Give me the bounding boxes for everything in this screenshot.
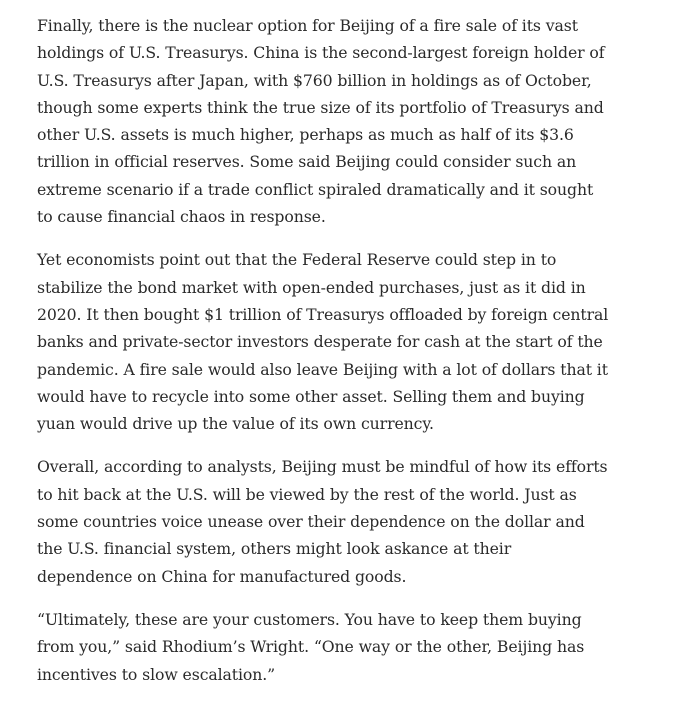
text-line: would have to recycle into some other asset. Selling them and buying [37,386,585,406]
text-line: “Ultimately, these are your customers. You have to keep them buying [37,609,582,629]
text-line: pandemic. A fire sale would also leave Beijing with a lot of dollars that it [37,359,608,379]
text-line: holdings of U.S. Treasurys. China is the second-largest foreign holder of [37,43,605,63]
paragraph-analysts [37,453,637,589]
text-line: banks and private-sector investors desperate for cash at the start of the [37,332,603,352]
text-line: to cause financial chaos in response. [37,207,326,227]
text-line: incentives to slow escalation.” [37,664,276,684]
text-line: other U.S. assets is much higher, perhaps as much as half of its $3.6 [37,125,574,145]
article-body [37,12,637,704]
text-line: dependence on China for manufactured goods. [37,566,407,586]
text-line: extreme scenario if a trade conflict spiraled dramatically and it sought [37,179,594,199]
text-line: from you,” said Rhodium’s Wright. “One way or the other, Beijing has [37,637,585,657]
text-line: trillion in official reserves. Some said Beijing could consider such an [37,152,577,172]
text-line: 2020. It then bought $1 trillion of Treasurys offloaded by foreign central [37,304,609,324]
text-line: Overall, according to analysts, Beijing must be mindful of how its efforts [37,457,608,477]
paragraph-fire-sale [37,12,637,230]
text-line: stabilize the bond market with open-ended purchases, just as it did in [37,277,586,297]
paragraph-quote [37,606,637,688]
text-line: U.S. Treasurys after Japan, with $760 billion in holdings as of October, [37,70,592,90]
text-line: some countries voice unease over their dependence on the dollar and [37,512,585,532]
text-line: to hit back at the U.S. will be viewed by the rest of the world. Just as [37,484,577,504]
text-line: yuan would drive up the value of its own currency. [37,414,434,434]
paragraph-federal-reserve [37,246,637,437]
text-line: Yet economists point out that the Federal Reserve could step in to [37,250,557,270]
text-line: though some experts think the true size of its portfolio of Treasurys and [37,97,604,117]
text-line: the U.S. financial system, others might look askance at their [37,539,512,559]
text-line: Finally, there is the nuclear option for Beijing of a fire sale of its vast [37,16,578,35]
